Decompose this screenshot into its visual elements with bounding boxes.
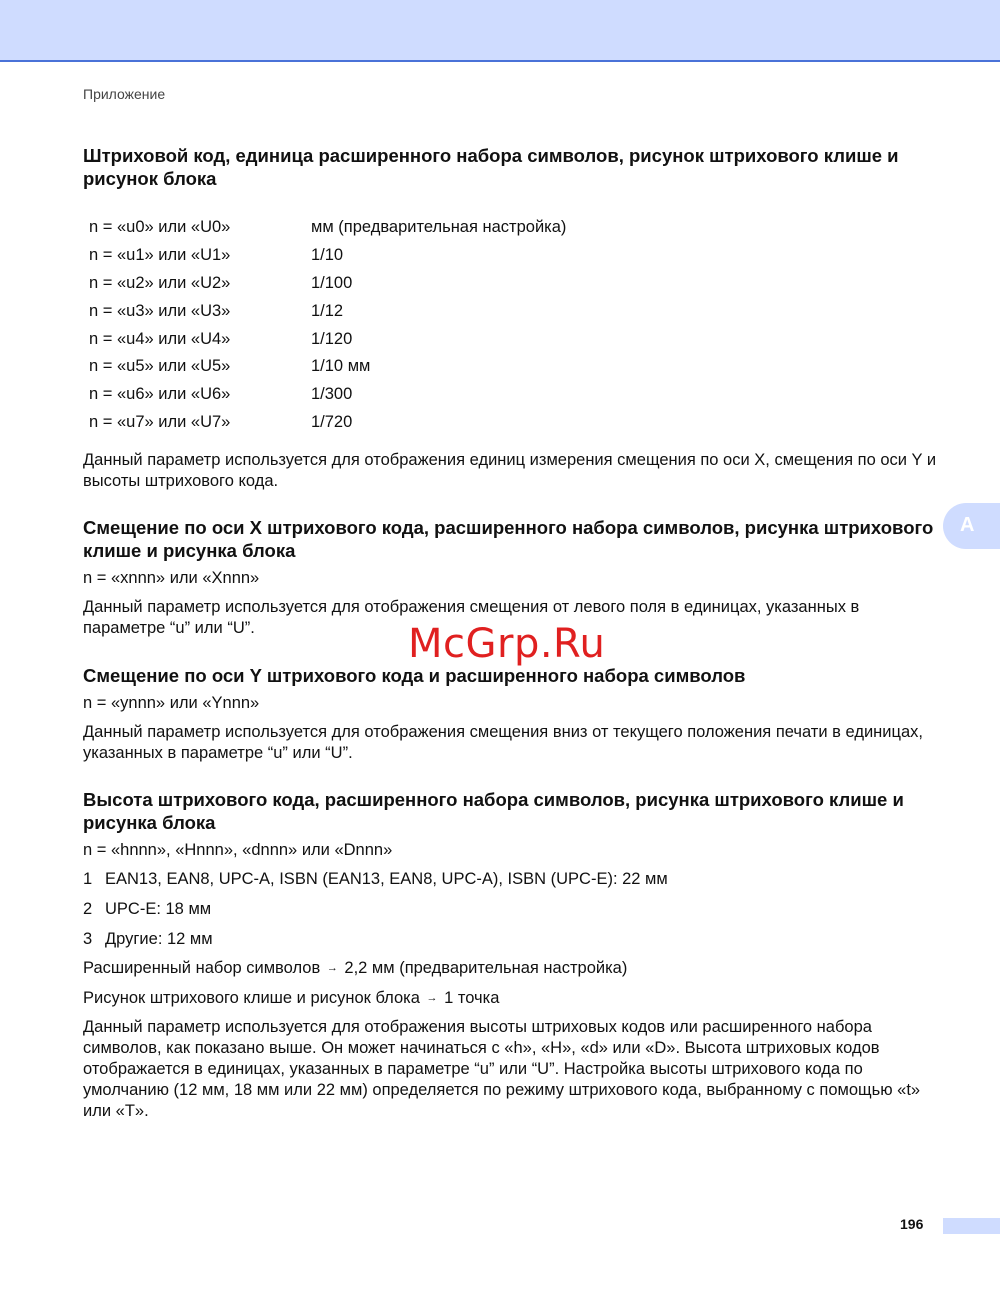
section1-description: Данный параметр используется для отображения единиц измерения смещения по оси X, смещения по оси Y и высоты штрихового кода.: [83, 451, 937, 491]
table-row: [89, 242, 566, 270]
page-number: 196: [900, 1216, 924, 1232]
list-text: UPC-E: 18 мм: [105, 899, 212, 918]
unit-code: n = «u4» или «U4»: [89, 329, 231, 348]
list-text: Другие: 12 мм: [105, 929, 213, 948]
section4-description: Данный параметр используется для отображения высоты штриховых кодов или расширенного набора символов, как показано выше. Он может начинаться с «h», «H», «d» или «D». Высота штриховых кодов отображается в единицах, указанных в параметре “u” или “U”. Настройка высоты штрихового кода по умолчанию (12 мм, 18 мм или 22 мм) определяется по режиму штрихового кода, выбранному с помощью «t» или «T».: [83, 1017, 921, 1120]
unit-code: n = «u2» или «U2»: [89, 273, 231, 292]
list-number: 1: [83, 870, 93, 889]
header-band: [0, 0, 1000, 62]
table-row: [89, 409, 566, 437]
section3-title: Смещение по оси Y штрихового кода и расширенного набора символов: [83, 665, 746, 687]
unit-code: n = «u0» или «U0»: [89, 218, 231, 237]
appendix-tab-letter: A: [960, 514, 975, 536]
unit-value: 1/720: [311, 412, 353, 431]
table-row: [89, 270, 566, 298]
page-number-bar: [943, 1218, 1000, 1234]
unit-value: мм (предварительная настройка): [311, 218, 567, 237]
list-item: [83, 899, 943, 920]
list-text: EAN13, EAN8, UPC-A, ISBN (EAN13, EAN8, UPC-A), ISBN (UPC-E): 22 мм: [105, 870, 668, 889]
section3-param: n = «ynnn» или «Ynnn»: [83, 694, 260, 713]
unit-value: 1/12: [311, 301, 344, 320]
unit-value: 1/120: [311, 329, 353, 348]
unit-code: n = «u3» или «U3»: [89, 301, 231, 320]
unit-code: n = «u7» или «U7»: [89, 412, 231, 431]
note-value: 2,2 мм (предварительная настройка): [344, 959, 628, 978]
section2-title: Смещение по оси X штрихового кода, расширенного набора символов, рисунка штрихового клише и рисунка блока: [83, 517, 934, 562]
running-header: Приложение: [83, 86, 166, 102]
unit-code: n = «u6» или «U6»: [89, 385, 231, 404]
table-row: [89, 297, 566, 325]
note-label: Рисунок штрихового клише и рисунок блока: [83, 988, 420, 1007]
note-value: 1 точка: [444, 988, 500, 1007]
section2-param: n = «xnnn» или «Xnnn»: [83, 569, 260, 588]
unit-value: 1/10 мм: [311, 357, 371, 376]
list-item: [83, 929, 943, 950]
section4-title: Высота штрихового кода, расширенного набора символов, рисунка штрихового клише и рисунка блока: [83, 789, 904, 834]
appendix-tab: [943, 503, 1000, 549]
section4-param: n = «hnnn», «Hnnn», «dnnn» или «Dnnn»: [83, 841, 393, 860]
list-item: [83, 869, 943, 890]
unit-value: 1/100: [311, 273, 353, 292]
unit-code: n = «u5» или «U5»: [89, 357, 231, 376]
unit-value: 1/10: [311, 246, 344, 265]
height-list: [83, 869, 943, 949]
table-row: [89, 381, 566, 409]
table-row: [89, 353, 566, 381]
units-table: [89, 214, 566, 436]
unit-code: n = «u1» или «U1»: [89, 246, 231, 265]
default-symbol-height: [83, 958, 943, 979]
section2-description: Данный параметр используется для отображения смещения от левого поля в единицах, указанных в параметре “u” или “U”.: [83, 598, 860, 638]
unit-value: 1/300: [311, 385, 353, 404]
note-label: Расширенный набор символов: [83, 959, 321, 978]
table-row: [89, 214, 566, 242]
section1-title: Штриховой код, единица расширенного набора символов, рисунок штрихового клише и рисунок блока: [83, 145, 899, 189]
default-pattern-height: [83, 988, 943, 1009]
list-number: 3: [83, 929, 93, 948]
page-content: [83, 144, 943, 1122]
watermark: McGrp.Ru: [408, 621, 606, 667]
arrow-icon: →: [426, 991, 438, 1004]
arrow-icon: →: [326, 962, 338, 975]
table-row: [89, 325, 566, 353]
list-number: 2: [83, 899, 93, 918]
section3-description: Данный параметр используется для отображения смещения вниз от текущего положения печати в единицах, указанных в параметре “u” или “U”.: [83, 723, 923, 763]
